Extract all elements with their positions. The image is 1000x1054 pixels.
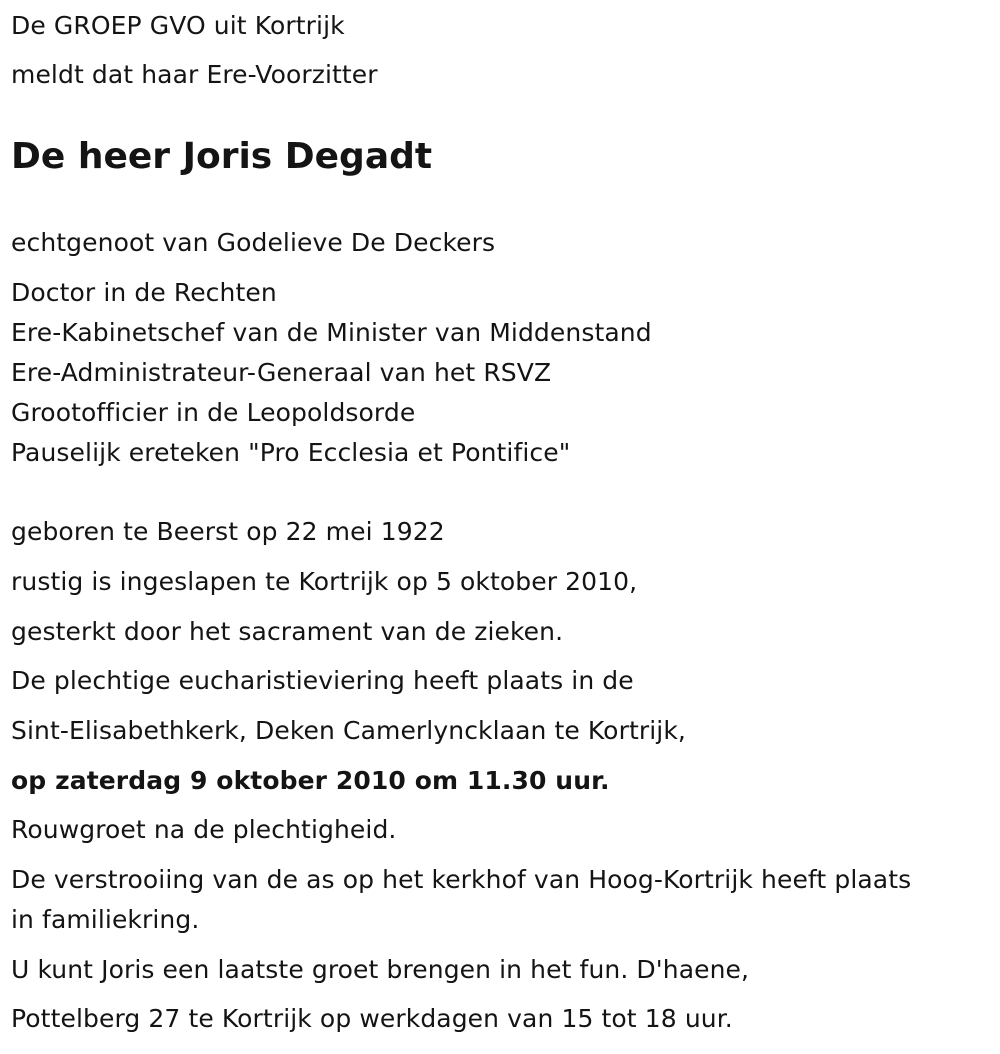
title-line-1: Doctor in de Rechten bbox=[11, 278, 277, 307]
passed-line: rustig is ingeslapen te Kortrijk op 5 oktober 2010, bbox=[11, 567, 638, 596]
deceased-name: De heer Joris Degadt bbox=[11, 136, 433, 177]
title-line-3: Ere-Administrateur-Generaal van het RSVZ bbox=[11, 358, 552, 387]
title-line-5: Pauselijk ereteken "Pro Ecclesia et Pontifice" bbox=[11, 438, 571, 467]
ceremony-line-2: Sint-Elisabethkerk, Deken Camerlyncklaan te Kortrijk, bbox=[11, 716, 686, 745]
intro-line-1: De GROEP GVO uit Kortrijk bbox=[11, 11, 345, 40]
sacrament-line: gesterkt door het sacrament van de zieken. bbox=[11, 617, 564, 646]
ceremony-date-line: op zaterdag 9 oktober 2010 om 11.30 uur. bbox=[11, 766, 610, 795]
scattering-line-1: De verstrooiing van de as op het kerkhof van Hoog-Kortrijk heeft plaats bbox=[11, 865, 912, 894]
title-line-4: Grootofficier in de Leopoldsorde bbox=[11, 398, 416, 427]
intro-line-2: meldt dat haar Ere-Voorzitter bbox=[11, 60, 378, 89]
born-line: geboren te Beerst op 22 mei 1922 bbox=[11, 517, 445, 546]
visit-line-2: Pottelberg 27 te Kortrijk op werkdagen van 15 tot 18 uur. bbox=[11, 1004, 733, 1033]
scattering-line-2: in familiekring. bbox=[11, 905, 200, 934]
title-line-2: Ere-Kabinetschef van de Minister van Middenstand bbox=[11, 318, 652, 347]
condolences-line: Rouwgroet na de plechtigheid. bbox=[11, 815, 397, 844]
ceremony-line-1: De plechtige eucharistieviering heeft plaats in de bbox=[11, 666, 634, 695]
spouse-line: echtgenoot van Godelieve De Deckers bbox=[11, 228, 496, 257]
visit-line-1: U kunt Joris een laatste groet brengen in het fun. D'haene, bbox=[11, 955, 750, 984]
